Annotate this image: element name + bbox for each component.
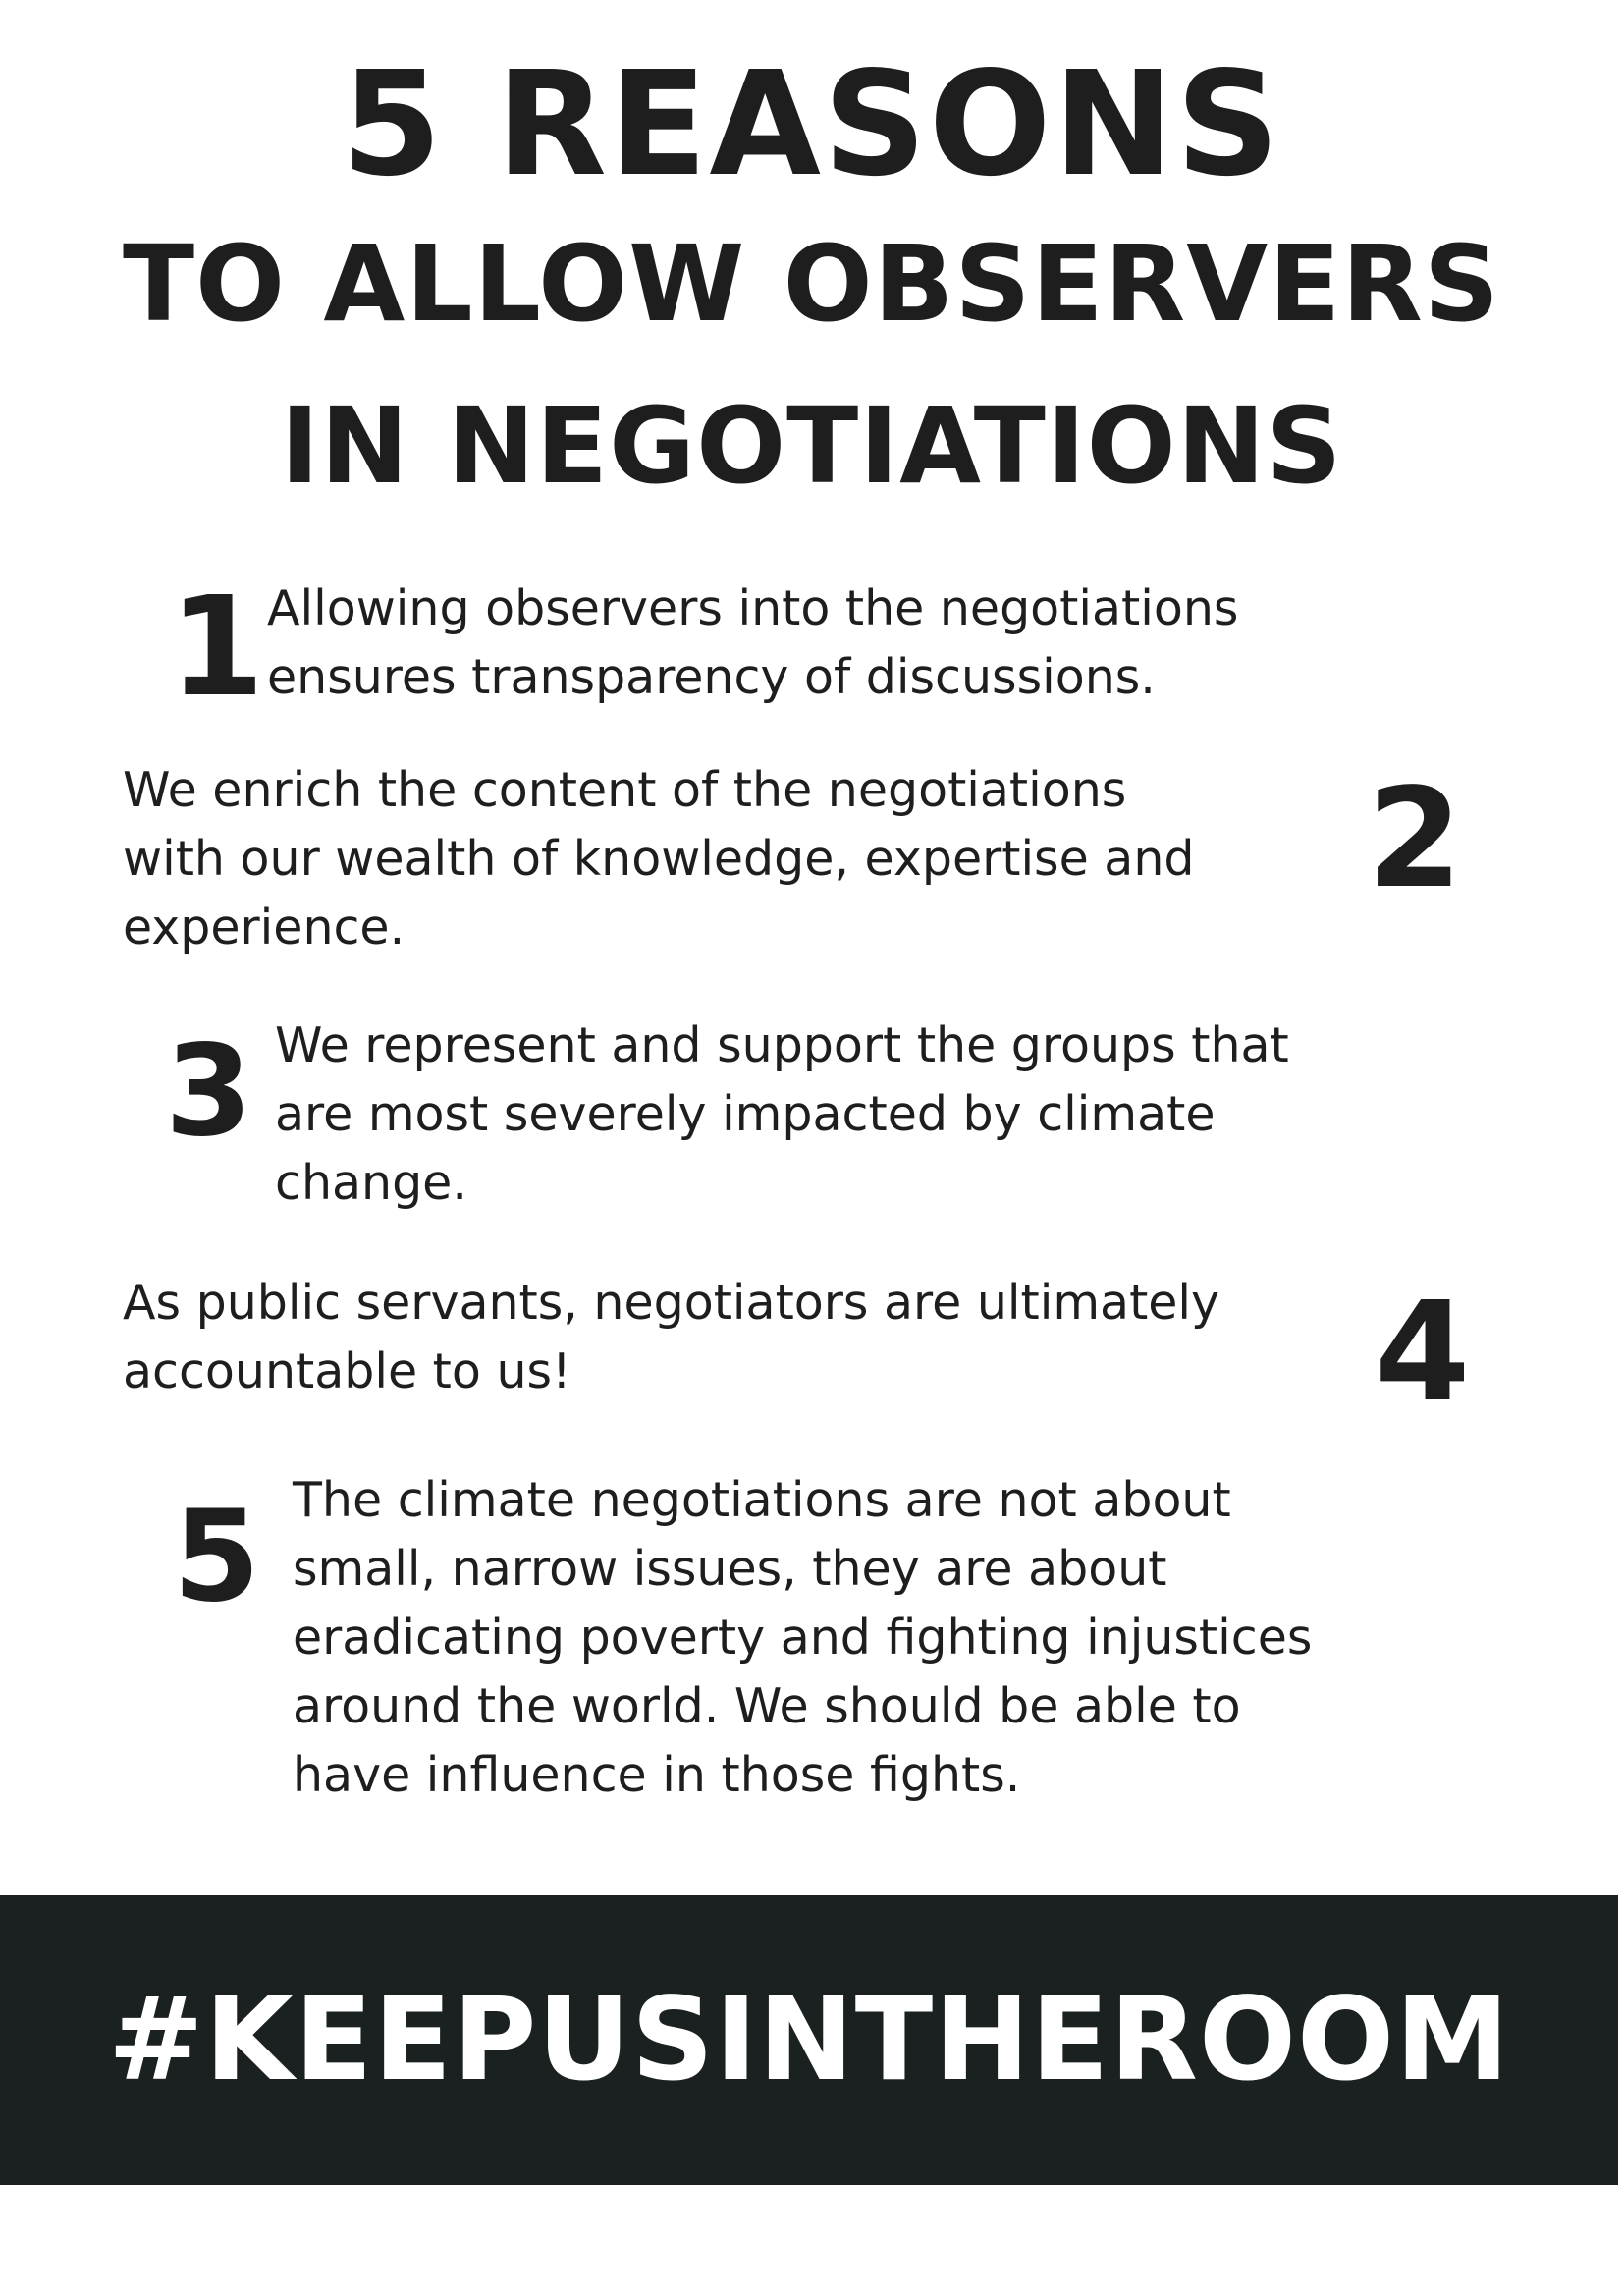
reason-5-line: eradicating poverty and fighting injustices: [293, 1610, 1313, 1666]
reason-text-2: [123, 756, 1195, 962]
reason-2-line: with our wealth of knowledge, expertise and: [123, 831, 1195, 887]
reason-text-5: [293, 1466, 1312, 1810]
reason-number-2: 2: [1367, 759, 1463, 919]
reason-4-line: As public servants, negotiators are ultimately: [123, 1275, 1220, 1331]
reason-number-3: 3: [165, 1018, 253, 1165]
reason-5-line: small, narrow issues, they are about: [293, 1541, 1167, 1597]
hashtag-banner: [0, 1895, 1618, 2185]
title-line-allow-observers: TO ALLOW OBSERVERS: [122, 224, 1501, 346]
reason-text-1: [267, 574, 1238, 712]
reason-number-1: 1: [169, 568, 265, 728]
reason-3-line: are most severely impacted by climate: [275, 1086, 1216, 1142]
reason-5-line: around the world. We should be able to: [293, 1678, 1241, 1734]
reason-5-line: have influence in those fights.: [293, 1747, 1021, 1803]
title-line-five-reasons: 5 REASONS: [341, 40, 1282, 208]
reason-3-line: change.: [275, 1155, 467, 1211]
reason-1-line: ensures transparency of discussions.: [267, 649, 1156, 705]
hashtag-text: #KEEPUSINTHEROOM: [107, 1974, 1511, 2106]
reason-2-line: We enrich the content of the negotiations: [123, 762, 1127, 818]
reason-2-line: experience.: [123, 900, 406, 956]
reason-text-3: [275, 1011, 1289, 1218]
reason-number-4: 4: [1375, 1273, 1471, 1433]
title-line-in-negotiations: IN NEGOTIATIONS: [280, 386, 1343, 508]
reason-4-line: accountable to us!: [123, 1343, 571, 1399]
reason-number-5: 5: [173, 1484, 261, 1630]
reason-5-line: The climate negotiations are not about: [293, 1472, 1231, 1528]
reason-text-4: [123, 1269, 1219, 1406]
reason-3-line: We represent and support the groups that: [275, 1017, 1289, 1073]
reason-1-line: Allowing observers into the negotiations: [267, 580, 1239, 636]
